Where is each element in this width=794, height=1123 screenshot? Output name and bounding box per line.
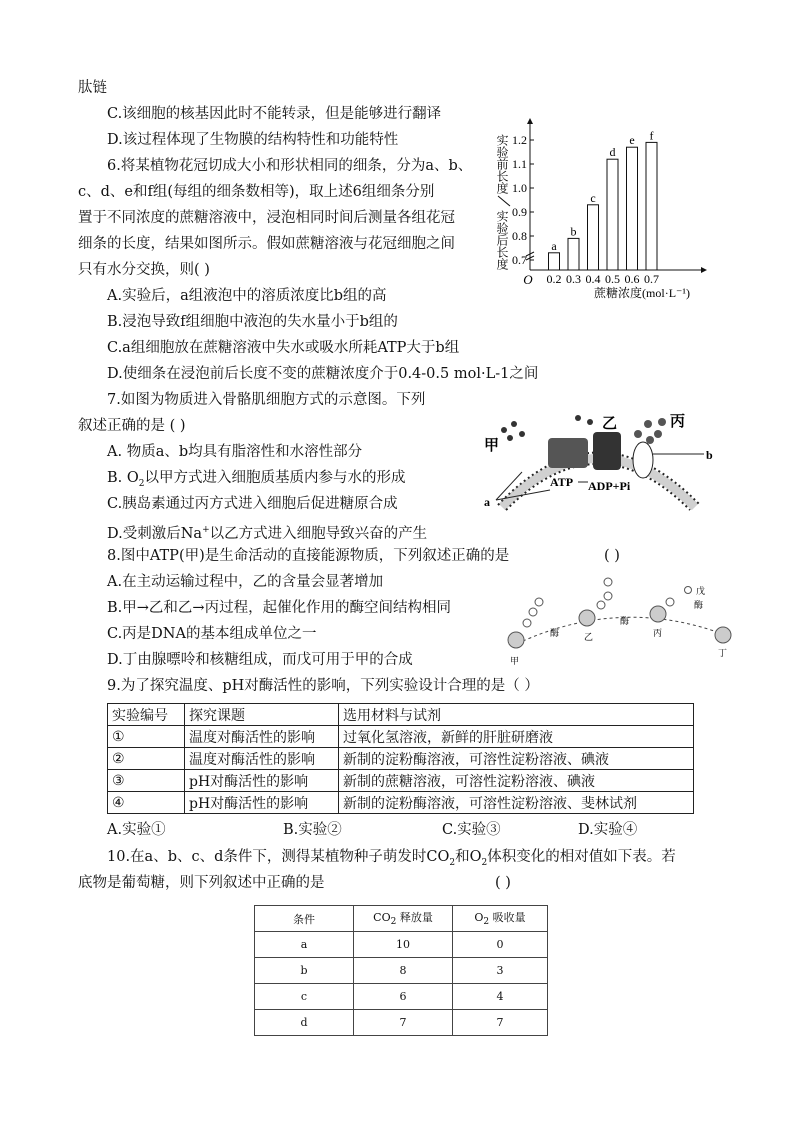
atp-hydrolysis-figure <box>500 574 740 666</box>
adp-yi <box>579 610 595 626</box>
bar-label: d <box>609 145 616 160</box>
x-tick-label: 0.7 <box>644 272 659 286</box>
table-cell: pH对酶活性的影响 <box>185 792 339 814</box>
label-enzyme3: 酶 <box>694 600 704 610</box>
molecule-dot <box>634 430 642 438</box>
table-row <box>255 1010 548 1036</box>
origin-label: O <box>523 272 533 287</box>
text-line: 肽链 <box>78 80 107 96</box>
y-tick-label: 1.0 <box>512 181 527 195</box>
label-bing: 丙 <box>670 414 686 430</box>
sucrose-bar-chart <box>496 118 716 300</box>
label-atp: ATP <box>550 475 574 489</box>
x-tick-label: 0.2 <box>546 272 562 286</box>
table-row <box>255 932 548 958</box>
bar <box>607 159 618 270</box>
table-row <box>108 792 694 814</box>
label-enzyme2: 酶 <box>620 616 630 626</box>
q10-stem: 底物是葡萄糖，则下列叙述中正确的是 <box>78 875 325 891</box>
membrane-svg <box>478 410 723 515</box>
table-header <box>453 906 548 932</box>
q9-option-b: B.实验② <box>283 822 342 838</box>
label-enzyme1: 酶 <box>550 628 560 638</box>
co2-pre: CO <box>373 911 391 925</box>
label-yi: 乙 <box>602 416 618 432</box>
label-wu: 戊 <box>696 586 706 596</box>
table-row <box>255 958 548 984</box>
q6-stem: 只有水分交换，则( ) <box>78 262 210 278</box>
table-cell: 新制的淀粉酶溶液，可溶性淀粉溶液、碘液 <box>339 748 694 770</box>
bar-label: f <box>649 128 654 143</box>
label-ding: 丁 <box>718 648 728 658</box>
phosphate <box>535 598 543 606</box>
label-a: a <box>484 495 490 509</box>
q8-option-b: B.甲→乙和乙→丙过程，起催化作用的酶空间结构相同 <box>107 600 452 616</box>
q6-option-d: D.使细条在浸泡前后长度不变的蔗糖浓度介于0.4-0.5 mol·L-1之间 <box>107 366 539 382</box>
table-cell: ② <box>108 748 185 770</box>
y-tick-label: 0.7 <box>512 253 527 267</box>
y-label-slash <box>498 196 510 206</box>
bar <box>568 238 579 270</box>
vesicle <box>633 442 653 478</box>
bar-label: e <box>629 133 635 148</box>
bar <box>549 253 560 270</box>
y-tick-label: 0.8 <box>512 229 527 243</box>
q6-option-a: A.实验后，a组液泡中的溶质浓度比b组的高 <box>107 288 387 304</box>
label-yi: 乙 <box>584 632 594 642</box>
carrier-protein-a <box>548 438 588 468</box>
label-adp: ADP+Pi <box>588 479 631 493</box>
table-cell: 新制的蔗糖溶液，可溶性淀粉溶液、碘液 <box>339 770 694 792</box>
bar <box>646 142 657 270</box>
y-tick-label: 1.2 <box>512 133 527 147</box>
q7-d-sup: + <box>202 525 210 535</box>
bar-label: b <box>570 224 577 239</box>
table-cell: c <box>255 984 354 1010</box>
table-cell: 8 <box>354 958 453 984</box>
q7-option-d <box>107 520 427 544</box>
table-cell: 0 <box>453 932 548 958</box>
q7-b-pre: B. O <box>107 470 139 486</box>
q6-stem: 细条的长度，结果如图所示。假如蔗糖溶液与花冠细胞之间 <box>78 236 455 252</box>
molecule-dot <box>587 419 593 425</box>
table-cell: b <box>255 958 354 984</box>
phosphate-wu <box>685 587 692 594</box>
q8-option-a: A.在主动运输过程中，乙的含量会显著增加 <box>107 574 384 590</box>
table-row <box>108 770 694 792</box>
membrane-transport-figure <box>478 410 723 515</box>
chart-svg <box>496 118 716 300</box>
x-tick-label: 0.6 <box>624 272 640 286</box>
label-bing: 丙 <box>653 628 663 638</box>
q10-paren: ( ) <box>495 875 511 891</box>
q7-option-c: C.胰岛素通过丙方式进入细胞后促进糖原合成 <box>107 496 398 512</box>
table-header: 选用材料与试剂 <box>339 704 694 726</box>
q9-option-d: D.实验④ <box>578 822 638 838</box>
phosphate <box>666 598 674 606</box>
table-cell: ① <box>108 726 185 748</box>
table-cell: pH对酶活性的影响 <box>185 770 339 792</box>
table-header-row <box>255 906 548 932</box>
table-cell: 6 <box>354 984 453 1010</box>
x-axis-label: 蔗糖浓度(mol·L⁻¹) <box>594 286 690 300</box>
q10-post: 体积变化的相对值如下表。若 <box>487 849 676 865</box>
q7-stem: 叙述正确的是 ( ) <box>78 418 186 434</box>
co2-post: 释放量 <box>396 911 433 925</box>
table-cell: 3 <box>453 958 548 984</box>
phosphate <box>529 608 537 616</box>
table-cell: 4 <box>453 984 548 1010</box>
option-c-prev: C.该细胞的核基因此时不能转录，但是能够进行翻译 <box>107 106 442 122</box>
o2-sub: 2 <box>483 917 490 928</box>
table-cell: 过氧化氢溶液，新鲜的肝脏研磨液 <box>339 726 694 748</box>
molecule-dot <box>519 431 525 437</box>
bar-label: a <box>551 238 557 253</box>
q10-pre: 10.在a、b、c、d条件下，测得某植物种子萌发时CO <box>107 849 450 865</box>
y-axis-arrow <box>527 118 533 124</box>
q10-table <box>254 905 548 1036</box>
q7-option-b <box>107 468 406 494</box>
co2-sub: 2 <box>390 917 397 928</box>
table-row <box>108 748 694 770</box>
q10-sub1: 2 <box>449 857 456 868</box>
q6-option-b: B.浸泡导致f组细胞中液泡的失水量小于b组的 <box>107 314 398 330</box>
adenosine-jia <box>508 632 524 648</box>
q8-option-c: C.丙是DNA的基本组成单位之一 <box>107 626 317 642</box>
q7-d-pre: D.受刺激后Na <box>107 525 203 542</box>
table-cell: 7 <box>354 1010 453 1036</box>
x-tick-label: 0.4 <box>585 272 601 286</box>
table-header: 条件 <box>255 906 354 932</box>
o2-pre: O <box>474 911 484 925</box>
q9-option-c: C.实验③ <box>442 822 501 838</box>
q9-stem: 9.为了探究温度、pH对酶活性的影响，下列实验设计合理的是（ ） <box>107 678 539 694</box>
q8-option-d: D.丁由腺嘌呤和核糖组成，而戊可用于甲的合成 <box>107 652 413 668</box>
phosphate <box>523 619 531 627</box>
bar <box>627 147 638 270</box>
q10-stem <box>107 847 676 873</box>
table-header: 实验编号 <box>108 704 185 726</box>
table-cell: 温度对酶活性的影响 <box>185 726 339 748</box>
molecule-dot <box>575 415 581 421</box>
table-cell: d <box>255 1010 354 1036</box>
q6-stem: 置于不同浓度的蔗糖溶液中，浸泡相同时间后测量各组花冠 <box>78 210 455 226</box>
amp-bing <box>650 606 666 622</box>
table-cell: ③ <box>108 770 185 792</box>
x-tick-label: 0.5 <box>605 272 620 286</box>
adenosine-ding <box>715 627 731 643</box>
q7-b-sub: 2 <box>138 478 145 489</box>
molecule-dot <box>644 420 652 428</box>
x-axis-arrow <box>701 267 707 273</box>
q8-paren: ( ) <box>604 548 620 564</box>
atp-svg <box>500 574 740 666</box>
q7-option-a: A. 物质a、b均具有脂溶性和水溶性部分 <box>107 444 363 460</box>
phosphate <box>604 578 612 586</box>
label-jia: 甲 <box>484 438 500 454</box>
q7-d-post: 以乙方式进入细胞导致兴奋的产生 <box>209 525 428 542</box>
q9-option-a: A.实验① <box>107 822 166 838</box>
table-cell: 温度对酶活性的影响 <box>185 748 339 770</box>
table-cell: 新制的淀粉酶溶液，可溶性淀粉溶液、斐林试剂 <box>339 792 694 814</box>
label-jia: 甲 <box>510 656 520 666</box>
q10-mid: 和O <box>455 849 482 865</box>
q8-stem: 8.图中ATP(甲)是生命活动的直接能源物质，下列叙述正确的是 <box>107 548 510 564</box>
q7-b-post: 以甲方式进入细胞质基质内参与水的形成 <box>144 470 406 486</box>
phosphate <box>597 601 605 609</box>
molecule-dot <box>501 427 507 433</box>
option-d-prev: D.该过程体现了生物膜的结构特性和功能特性 <box>107 132 399 148</box>
y-tick-label: 1.1 <box>512 157 527 171</box>
q6-stem: 6.将某植物花冠切成大小和形状相同的细条，分为a、b、 <box>107 158 473 174</box>
table-row <box>255 984 548 1010</box>
table-cell: 10 <box>354 932 453 958</box>
table-cell: 7 <box>453 1010 548 1036</box>
q10-sub2: 2 <box>481 857 488 868</box>
table-cell: ④ <box>108 792 185 814</box>
y-label-part: 实验前长度 <box>496 134 509 194</box>
x-tick-label: 0.3 <box>566 272 581 286</box>
channel-protein <box>593 432 621 470</box>
label-b: b <box>706 448 713 462</box>
molecule-dot <box>654 430 662 438</box>
bar <box>588 205 599 270</box>
table-cell: a <box>255 932 354 958</box>
molecule-dot <box>507 435 513 441</box>
molecule-dot <box>646 436 654 444</box>
q6-option-c: C.a组细胞放在蔗糖溶液中失水或吸水所耗ATP大于b组 <box>107 340 460 356</box>
molecule-dot <box>658 418 666 426</box>
q6-stem: c、d、e和f组(每组的细条数相等)，取上述6组细条分别 <box>78 184 435 200</box>
table-header: 探究课题 <box>185 704 339 726</box>
table-row <box>108 726 694 748</box>
bar-label: c <box>590 190 596 205</box>
table-header-row <box>108 704 694 726</box>
o2-post: 吸收量 <box>489 911 526 925</box>
phosphate <box>604 592 612 600</box>
molecule-dot <box>511 421 517 427</box>
q9-table <box>107 703 694 814</box>
y-axis-label <box>496 134 510 270</box>
y-label-part: 实验后长度 <box>496 210 509 270</box>
y-tick-label: 0.9 <box>512 205 527 219</box>
q7-stem: 7.如图为物质进入骨骼肌细胞方式的示意图。下列 <box>107 392 426 408</box>
table-header <box>354 906 453 932</box>
